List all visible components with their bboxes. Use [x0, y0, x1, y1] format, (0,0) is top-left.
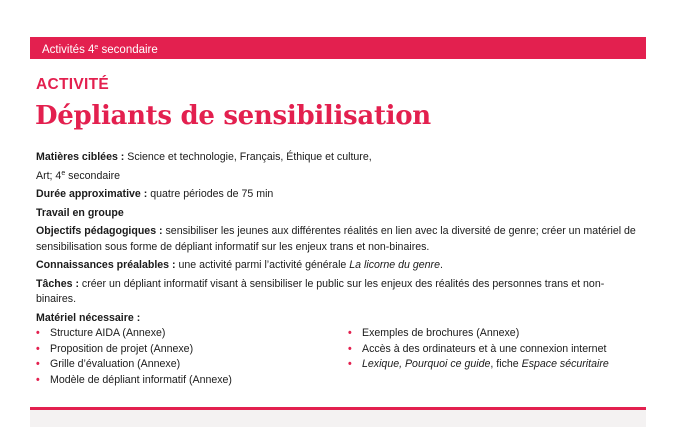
objectifs-value: sensibiliser les jeunes aux différentes réalités en lien avec la diversité de genre; créer un matériel de sensibilisation sous forme de dépliant informatif sur les enjeux trans et non-binaires.: [36, 225, 636, 253]
bullet-icon: •: [348, 327, 352, 339]
matieres-value-line2-pre: Art; 4: [36, 169, 62, 182]
taches-paragraph: [36, 277, 642, 308]
list-item-text: Grille d’évaluation (Annexe): [50, 358, 181, 371]
matieres-label: Matières ciblées :: [36, 151, 125, 163]
list-item-text: Exemples de brochures (Annexe): [362, 327, 520, 339]
taches-label: Tâches :: [36, 277, 79, 290]
materiel-list-left: [36, 326, 348, 388]
banner-text-sup: e: [94, 44, 99, 51]
list-item-text: Proposition de projet (Annexe): [50, 342, 194, 355]
connaissances-value: une activité parmi l’activité générale: [175, 259, 350, 271]
bullet-icon: •: [36, 342, 40, 355]
materiel-columns: [36, 326, 642, 388]
matieres-value-line2-post: secondaire: [65, 169, 121, 182]
travail-label: Travail en groupe: [36, 206, 124, 219]
activity-details: [36, 150, 642, 388]
banner-text-post: secondaire: [98, 44, 158, 56]
bullet-icon: •: [348, 342, 352, 355]
banner-text-pre: Activités 4: [42, 44, 95, 56]
list-item: [348, 326, 642, 342]
objectifs-paragraph: [36, 224, 642, 255]
connaissances-paragraph: [36, 258, 642, 274]
activity-kicker: ACTIVITÉ: [36, 76, 110, 93]
matieres-value-line2-sup: e: [61, 169, 66, 177]
list-item: [348, 357, 642, 373]
list-item-text: Modèle de dépliant informatif (Annexe): [50, 373, 232, 386]
bullet-icon: •: [36, 373, 40, 386]
bullet-icon: •: [348, 358, 352, 371]
bullet-icon: •: [36, 358, 40, 371]
materiel-list-right: [348, 326, 642, 388]
list-item-italic-2: Espace sécuritaire: [521, 358, 609, 371]
next-section-edge: [30, 410, 646, 427]
list-item: [36, 357, 348, 373]
list-item-text: Accès à des ordinateurs et à une connexion internet: [362, 342, 607, 355]
objectifs-label: Objectifs pédagogiques :: [36, 225, 163, 237]
connaissances-label: Connaissances préalables :: [36, 259, 176, 271]
duree-paragraph: [36, 187, 642, 203]
duree-label: Durée approximative :: [36, 188, 148, 200]
matieres-value-line1: Science et technologie, Français, Éthique et culture,: [124, 151, 372, 163]
materiel-label: Matériel nécessaire :: [36, 311, 141, 324]
page-title: Dépliants de sensibilisation: [35, 101, 431, 131]
travail-paragraph: [36, 206, 642, 222]
matieres-paragraph: [36, 150, 642, 184]
taches-value: créer un dépliant informatif visant à sensibiliser le public sur les enjeux des réalités des personnes trans et non-binaires.: [36, 277, 605, 305]
list-item: [348, 342, 642, 358]
list-item: [36, 342, 348, 358]
connaissances-end: .: [439, 259, 443, 271]
list-item: [36, 326, 348, 342]
list-item-plain: , fiche: [490, 358, 522, 371]
connaissances-italic: La licorne du genre: [349, 259, 440, 271]
section-banner: [30, 37, 646, 59]
list-item-italic-1: Lexique, Pourquoi ce guide: [362, 358, 491, 371]
list-item-text: Structure AIDA (Annexe): [50, 327, 166, 339]
list-item: [36, 373, 348, 389]
bullet-icon: •: [36, 327, 40, 339]
duree-value: quatre périodes de 75 min: [147, 188, 274, 200]
